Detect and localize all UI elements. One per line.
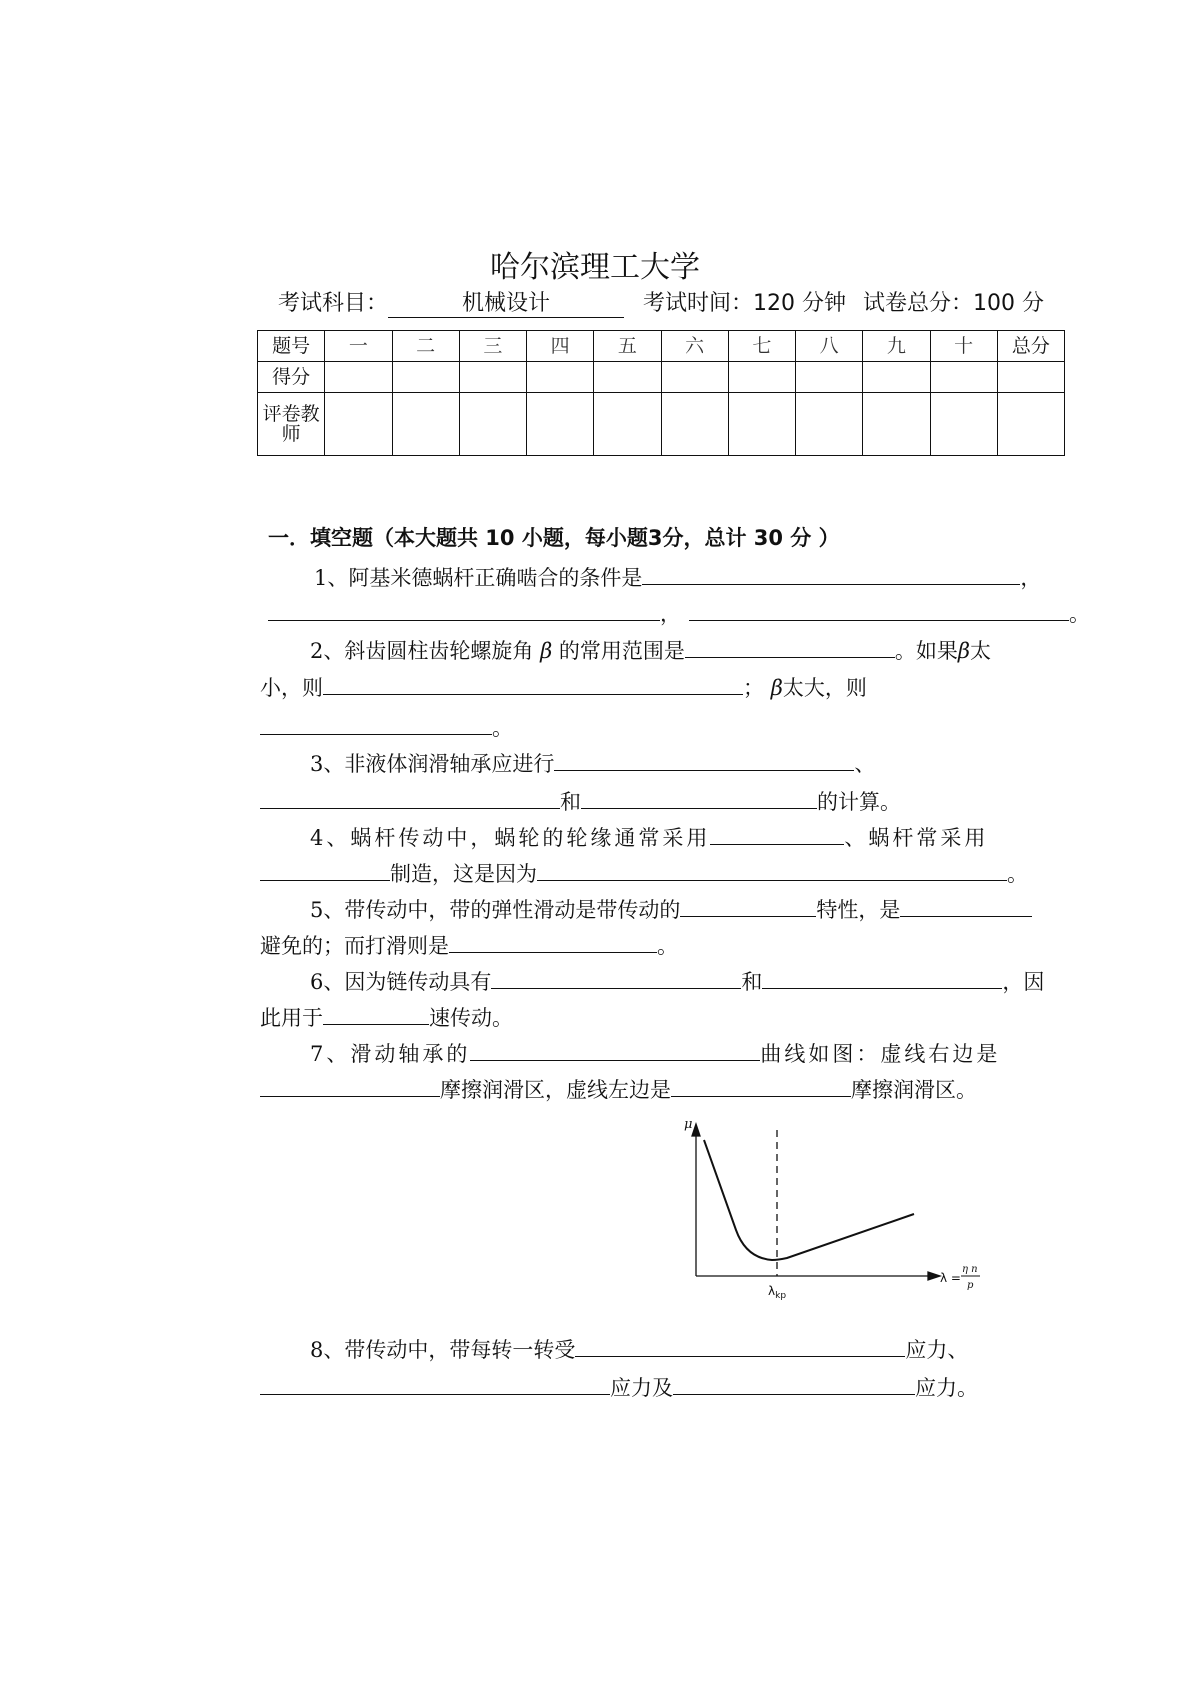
q7-blank-2[interactable] (260, 1074, 440, 1097)
beta-symbol: β (770, 676, 783, 700)
friction-curve-figure (672, 1110, 1012, 1310)
q8-text-b: 应力、 (905, 1338, 969, 1362)
score-input-cell[interactable] (661, 362, 728, 393)
question-7-line-1 (310, 1038, 1000, 1068)
exam-time: 考试时间：120 分钟 (643, 291, 847, 316)
friction-curve (704, 1140, 914, 1260)
q7-text-c: 摩擦润滑区，虚线左边是 (440, 1078, 671, 1102)
beta-symbol: β (957, 639, 971, 663)
q8-blank-2[interactable] (260, 1372, 610, 1395)
subject-label: 考试科目： (278, 291, 389, 316)
q2-text-c: 。如果 (894, 639, 958, 663)
score-table-header-row (258, 331, 1065, 362)
q6-text-d: 此用于 (260, 1006, 323, 1030)
score-table-cell: 十 (930, 331, 997, 362)
grader-label-a: 评卷教 (262, 403, 320, 425)
q6-text-b: 和 (741, 970, 763, 994)
grader-input-cell[interactable] (325, 393, 392, 456)
q1-blank-3[interactable] (689, 598, 1069, 621)
y-axis-label: μ (684, 1117, 693, 1132)
score-input-cell[interactable] (728, 362, 795, 393)
score-input-cell[interactable] (930, 362, 997, 393)
exam-meta (278, 286, 1044, 318)
score-table-cell: 六 (661, 331, 728, 362)
grader-input-cell[interactable] (997, 393, 1064, 456)
x-mark-symbol: λ (768, 1284, 776, 1298)
q6-blank-3[interactable] (323, 1002, 429, 1025)
q4-text-a: 4、蜗杆传动中，蜗轮的轮缘通常采用 (310, 826, 711, 850)
q3-blank-2[interactable] (260, 786, 560, 809)
q8-blank-1[interactable] (575, 1334, 905, 1357)
subject-value: 机械设计 (388, 286, 624, 318)
question-6-line-2 (260, 1002, 513, 1032)
q1-blank-2[interactable] (268, 598, 660, 621)
q5-text-c: 避免的；而打滑则是 (260, 934, 449, 958)
grader-input-cell[interactable] (930, 393, 997, 456)
score-table-grader-row (258, 393, 1065, 456)
score-input-cell[interactable] (527, 362, 594, 393)
q5-blank-3[interactable] (449, 930, 657, 953)
q4-text-b: 、蜗杆常采用 (844, 826, 989, 850)
q3-text-a: 3、非液体润滑轴承应进行 (310, 752, 555, 776)
question-8-line-2 (260, 1372, 978, 1402)
grader-input-cell[interactable] (527, 393, 594, 456)
q8-text-d: 应力。 (915, 1376, 978, 1400)
q8-text-a: 8、带传动中，带每转一转受 (310, 1338, 576, 1362)
x-axis-formula-numerator: η n (962, 1264, 978, 1275)
q7-text-b: 曲线如图：虚线右边是 (760, 1042, 1001, 1066)
q2-blank-2[interactable] (323, 672, 743, 695)
score-table-cell: 得分 (258, 362, 325, 393)
grader-label-b: 师 (281, 423, 301, 445)
section-title: 一．填空题（本大题共 10 小题，每小题3分，总计 30 分 ） (268, 526, 840, 550)
q2-text-b: 的常用范围是 (558, 639, 685, 663)
question-2-line-1 (310, 635, 991, 665)
score-table-score-row (258, 362, 1065, 393)
score-table-cell: 五 (594, 331, 661, 362)
q5-text-a: 5、带传动中，带的弹性滑动是带传动的 (310, 898, 681, 922)
q6-text-c: ，因 (1002, 970, 1045, 994)
q4-text-d: 。 (1007, 862, 1028, 886)
q2-blank-3[interactable] (260, 712, 492, 735)
q6-text-e: 速传动。 (429, 1006, 513, 1030)
q1-text-c: ， (660, 602, 681, 626)
grader-input-cell[interactable] (661, 393, 728, 456)
score-table-cell: 二 (392, 331, 459, 362)
score-input-cell[interactable] (796, 362, 863, 393)
beta-symbol: β (540, 639, 553, 663)
q2-text-g: 太大，则 (782, 676, 867, 700)
score-input-cell[interactable] (997, 362, 1064, 393)
question-6-line-1 (310, 966, 1044, 996)
question-3-line-1 (310, 748, 875, 778)
q7-blank-3[interactable] (671, 1074, 851, 1097)
q6-blank-2[interactable] (762, 966, 1002, 989)
q5-blank-2[interactable] (900, 894, 1032, 917)
question-4-line-1 (310, 822, 988, 852)
q7-blank-1[interactable] (470, 1038, 760, 1061)
q3-blank-1[interactable] (554, 748, 854, 771)
score-table-cell: 总分 (997, 331, 1064, 362)
total-score: 试卷总分：100 分 (863, 291, 1045, 316)
q1-text-b: ， (1020, 566, 1042, 590)
score-input-cell[interactable] (392, 362, 459, 393)
question-3-line-2 (260, 786, 901, 816)
q3-text-d: 的计算。 (817, 790, 901, 814)
q2-text-e: 小，则 (260, 676, 323, 700)
question-1-line-1 (314, 562, 1041, 592)
q2-text-d: 太 (970, 639, 992, 663)
q5-text-b: 特性，是 (816, 898, 901, 922)
score-input-cell[interactable] (459, 362, 526, 393)
question-5-line-2 (260, 930, 678, 960)
grader-input-cell[interactable] (796, 393, 863, 456)
q2-text-f: ； (743, 676, 764, 700)
question-5-line-1 (310, 894, 1032, 924)
q2-text-a: 2、斜齿圆柱齿轮螺旋角 (310, 639, 534, 663)
score-input-cell[interactable] (863, 362, 930, 393)
score-table-cell: 四 (527, 331, 594, 362)
question-2-line-2 (260, 672, 867, 702)
x-axis-formula-denominator: p (967, 1280, 974, 1291)
score-table-cell: 七 (728, 331, 795, 362)
x-axis-arrow (928, 1272, 940, 1280)
q4-blank-1[interactable] (710, 822, 844, 845)
q4-text-c: 制造，这是因为 (390, 862, 537, 886)
q1-blank-1[interactable] (642, 562, 1020, 585)
y-axis-arrow (692, 1124, 700, 1136)
q4-blank-3[interactable] (537, 858, 1007, 881)
q1-text-d: 。 (1069, 602, 1090, 626)
question-8-line-1 (310, 1334, 968, 1364)
score-table-cell: 八 (796, 331, 863, 362)
grader-input-cell[interactable] (392, 393, 459, 456)
grader-input-cell[interactable] (594, 393, 661, 456)
score-input-cell[interactable] (594, 362, 661, 393)
q6-text-a: 6、因为链传动具有 (310, 970, 492, 994)
grader-input-cell[interactable] (728, 393, 795, 456)
q2-blank-1[interactable] (685, 635, 895, 658)
q5-text-d: 。 (657, 934, 678, 958)
q1-text-a: 1、阿基米德蜗杆正确啮合的条件是 (314, 566, 643, 590)
q2-text-h: 。 (492, 716, 513, 740)
q5-blank-1[interactable] (680, 894, 816, 917)
x-axis-formula-lhs: λ = (940, 1271, 961, 1285)
q8-blank-3[interactable] (673, 1372, 915, 1395)
question-7-line-2 (260, 1074, 977, 1104)
score-table-cell: 一 (325, 331, 392, 362)
question-2-line-3 (260, 712, 513, 742)
grader-input-cell[interactable] (863, 393, 930, 456)
university-title: 哈尔滨理工大学 (490, 250, 700, 285)
q3-text-b: 、 (854, 752, 876, 776)
question-1-line-2 (268, 598, 1090, 628)
score-table-cell: 题号 (258, 331, 325, 362)
q3-blank-3[interactable] (581, 786, 817, 809)
q7-text-d: 摩擦润滑区。 (851, 1078, 977, 1102)
q8-text-c: 应力及 (610, 1376, 673, 1400)
x-mark-subscript: kp (775, 1291, 787, 1301)
score-input-cell[interactable] (325, 362, 392, 393)
x-mark-label (768, 1284, 786, 1301)
q7-text-a: 7、滑动轴承的 (310, 1042, 471, 1066)
score-table-cell: 三 (459, 331, 526, 362)
score-table-cell: 九 (863, 331, 930, 362)
q4-blank-2[interactable] (260, 858, 390, 881)
question-4-line-2 (260, 858, 1028, 888)
q3-text-c: 和 (560, 790, 581, 814)
score-table-cell (258, 393, 325, 456)
score-table (257, 330, 1065, 456)
q6-blank-1[interactable] (491, 966, 741, 989)
grader-input-cell[interactable] (459, 393, 526, 456)
